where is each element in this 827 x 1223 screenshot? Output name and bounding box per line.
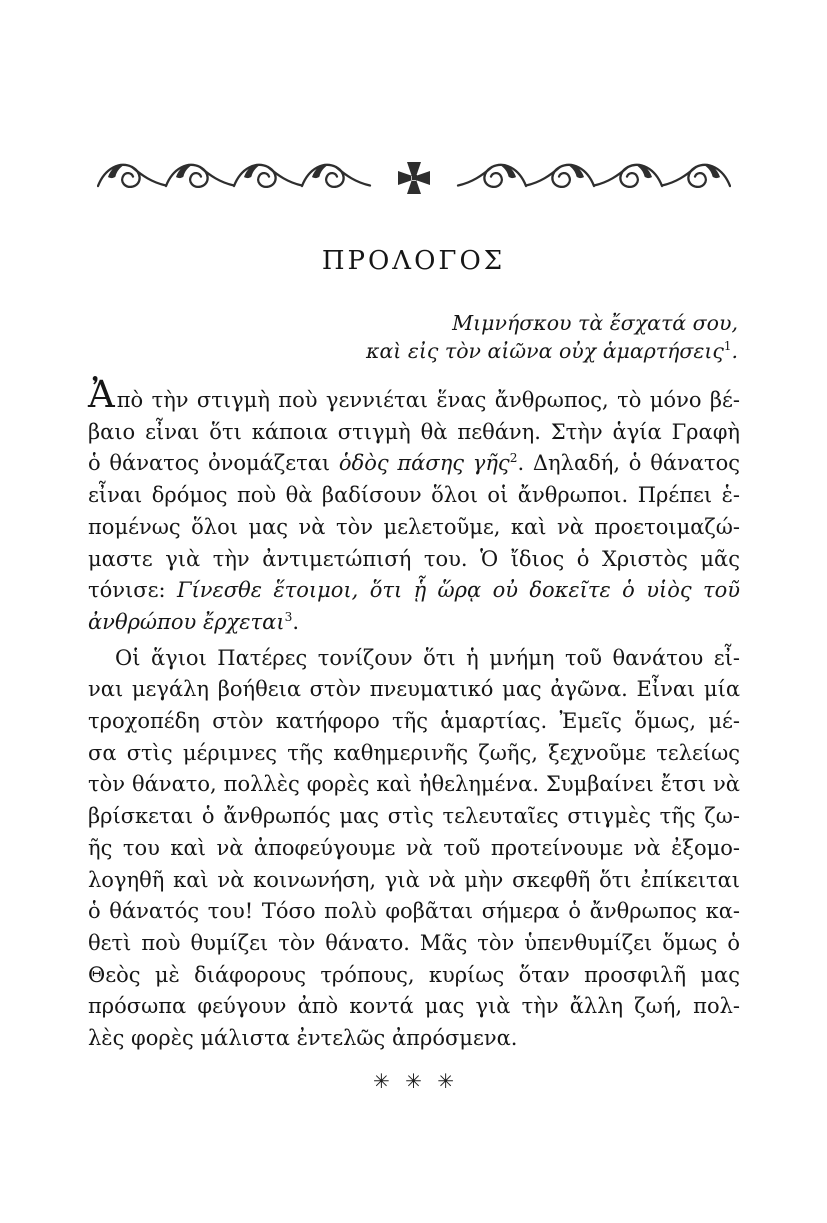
footnote-reference: 3 xyxy=(284,609,293,624)
text-segment: ναι μεγάλη βοήθεια στὸν πνευματικό μας ἀγῶνα. Εἶναι μία xyxy=(88,677,740,702)
text-line xyxy=(88,512,740,544)
text-segment: καὶ εἰς τὸν αἰῶνα οὐχ ἁμαρτήσεις xyxy=(366,338,724,363)
paragraph xyxy=(88,373,740,639)
maltese-cross-icon xyxy=(398,162,430,194)
text-line xyxy=(88,1023,740,1055)
text-line xyxy=(88,896,740,928)
text-line xyxy=(88,544,740,576)
paragraph xyxy=(88,643,740,1055)
text-line xyxy=(88,769,740,801)
text-segment: θετὶ ποὺ θυμίζει τὸν θάνατο. Μᾶς τὸν ὑπενθυμίζει ὅμως ὁ xyxy=(88,930,740,955)
text-segment: Θεὸς μὲ διάφορους τρόπους, κυρίως ὅταν προσφιλῆ μας xyxy=(88,962,740,987)
text-segment: βαιο εἶναι ὅτι κάποια στιγμὴ θὰ πεθάνη. Στὴν ἁγία Γραφὴ xyxy=(88,419,740,444)
scrollwork-divider-icon xyxy=(97,158,731,198)
text-line xyxy=(88,801,740,833)
page-title: ΠΡΟΛΟΓΟΣ xyxy=(321,246,506,276)
body-text xyxy=(88,373,740,1055)
text-segment: ἀνθρώπου ἔρχεται xyxy=(88,609,285,634)
text-segment: ῆς του καὶ νὰ ἀποφεύγουμε νὰ τοῦ προτείνουμε νὰ ἐξομο- xyxy=(88,835,740,860)
text-segment: . xyxy=(731,338,738,363)
text-segment: ὁ θάνατός του! Τόσο πολὺ φοβᾶται σήμερα ὁ ἄνθρωπος κα- xyxy=(88,899,740,924)
epigraph xyxy=(366,310,738,365)
text-line xyxy=(88,706,740,738)
text-segment: τροχοπέδη στὸν κατήφορο τῆς ἁμαρτίας. Ἐμεῖς ὅμως, μέ- xyxy=(88,709,740,734)
text-segment: λὲς φορὲς μάλιστα ἐντελῶς ἀπρόσμενα. xyxy=(88,1026,518,1051)
text-segment: εἶναι δρόμος ποὺ θὰ βαδίσουν ὅλοι οἱ ἄνθρωποι. Πρέπει ἑ- xyxy=(88,483,740,508)
ornament-divider xyxy=(97,158,731,198)
text-segment: πρόσωπα φεύγουν ἀπὸ κοντά μας γιὰ τὴν ἄλλη ζωή, πολ- xyxy=(88,994,740,1019)
text-segment: πὸ τὴν στιγμὴ ποὺ γεννιέται ἕνας ἄνθρωπος, τὸ μόνο βέ- xyxy=(116,388,740,412)
text-line xyxy=(88,373,740,417)
text-segment: βρίσκεται ὁ ἄνθρωπός μας στὶς τελευταῖες στιγμὲς τῆς ζω- xyxy=(88,804,740,829)
footnote-reference: 2 xyxy=(509,451,518,466)
text-line xyxy=(88,643,740,675)
text-line xyxy=(88,991,740,1023)
drop-cap-initial: Ἀ xyxy=(88,373,115,416)
text-line xyxy=(88,480,740,512)
text-segment: . xyxy=(292,609,300,634)
text-line xyxy=(88,448,740,480)
text-line xyxy=(88,833,740,865)
text-segment: τόνισε: xyxy=(88,578,177,603)
text-line xyxy=(88,928,740,960)
text-line xyxy=(88,960,740,992)
text-segment: ὁ θάνατος ὀνομάζεται xyxy=(88,451,339,476)
text-segment: λογηθῆ καὶ νὰ κοινωνήση, γιὰ νὰ μὴν σκεφθῆ ὅτι ἐπίκειται xyxy=(88,867,740,892)
text-segment: Γίνεσθε ἕτοιμοι, ὅτι ᾗ ὥρᾳ οὐ δοκεῖτε ὁ υἱὸς τοῦ xyxy=(176,578,740,603)
footnote-reference: 1 xyxy=(723,338,732,353)
text-segment: τὸν θάνατο, πολλὲς φορὲς καὶ ἠθελημένα. Συμβαίνει ἔτσι νὰ xyxy=(88,772,740,797)
text-segment: πομένως ὅλοι μας νὰ τὸν μελετοῦμε, καὶ νὰ προετοιμαζώ- xyxy=(88,514,740,539)
text-segment: . Δηλαδή, ὁ θάνατος xyxy=(517,451,740,476)
text-line xyxy=(88,674,740,706)
text-segment: ὁδὸς πάσης γῆς xyxy=(338,451,510,476)
text-line xyxy=(88,417,740,449)
text-segment: μαστε γιὰ τὴν ἀντιμετώπισή του. Ὁ ἴδιος ὁ Χριστὸς μᾶς xyxy=(88,546,740,571)
text-line xyxy=(88,865,740,897)
text-line xyxy=(88,738,740,770)
text-line xyxy=(366,310,738,338)
text-line xyxy=(88,575,740,607)
section-break: ✳ ✳ ✳ xyxy=(373,1069,454,1093)
text-segment: σα στὶς μέριμνες τῆς καθημερινῆς ζωῆς, ξεχνοῦμε τελείως xyxy=(88,740,740,765)
text-segment: Οἱ ἅγιοι Πατέρες τονίζουν ὅτι ἡ μνήμη τοῦ θανάτου εἶ- xyxy=(115,645,740,670)
text-segment: Μιμνήσκου τὰ ἔσχατά σου, xyxy=(452,311,738,335)
text-line xyxy=(88,607,740,639)
text-line xyxy=(366,338,738,366)
